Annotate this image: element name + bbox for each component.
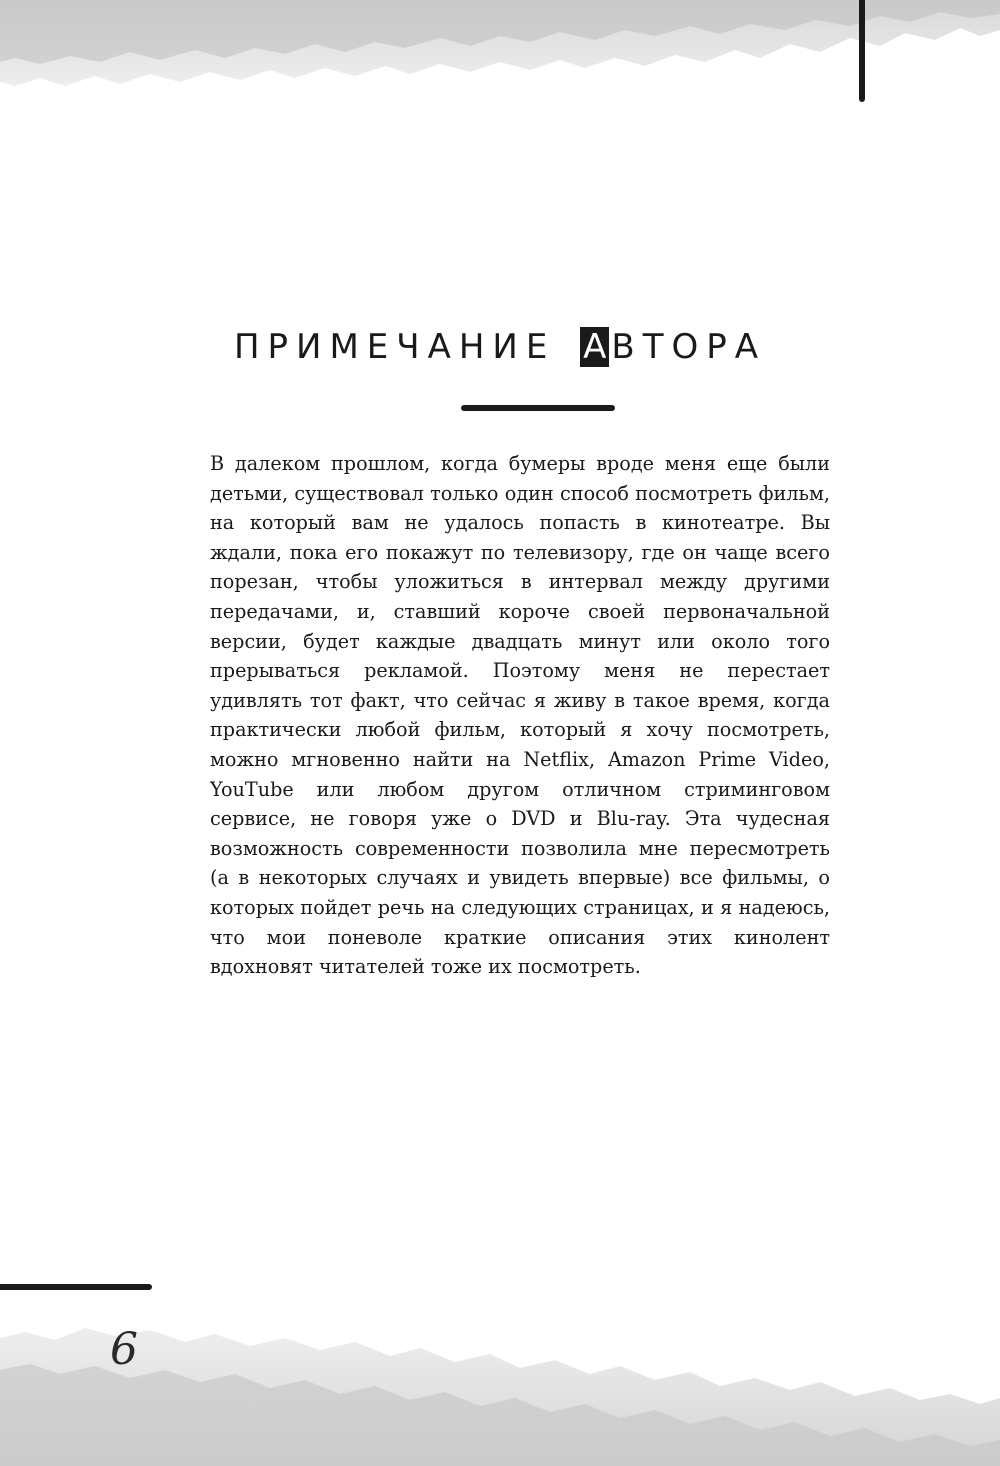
body-paragraph: В далеком прошлом, когда бумеры вроде меня еще были детьми, существовал только один способ посмотреть фильм, на который вам не удалось попасть в кинотеатре. Вы ждали, пока его покажут по телевизору, где он чаще всего порезан, чтобы уложиться в интервал между другими передачами, и, ставший короче своей первоначальной версии, будет каждые двадцать минут или около того прерываться рекламой. Поэтому меня не перестает удивлять тот факт, что сейчас я живу в такое время, когда практически любой фильм, который я хочу посмотреть, можно мгновенно найти на Netflix, Amazon Prime Video, YouTube или любом другом отличном стриминговом сервисе, не говоря уже о DVD и Blu-ray. Эта чудесная возможность современности позволила мне пересмотреть (а в некоторых случаях и увидеть впервые) все фильмы, о которых пойдет речь на следующих страницах, и я надеюсь, что мои поневоле краткие описания этих кинолент вдохновят читателей тоже их посмотреть. [210, 452, 830, 979]
footer-decor-bar [0, 1284, 152, 1290]
title-highlight-letter: А [580, 327, 609, 367]
page-number: 6 [110, 1324, 138, 1375]
title-prefix: ПРИМЕЧАНИЕ [233, 327, 575, 367]
torn-paper-bottom-edge [0, 1300, 1000, 1466]
torn-paper-top-edge [0, 0, 1000, 90]
title-suffix: ВТОРА [611, 327, 767, 367]
title-underline-rule [461, 405, 615, 411]
page-title [0, 322, 1000, 372]
corner-decor-bar [859, 0, 865, 102]
